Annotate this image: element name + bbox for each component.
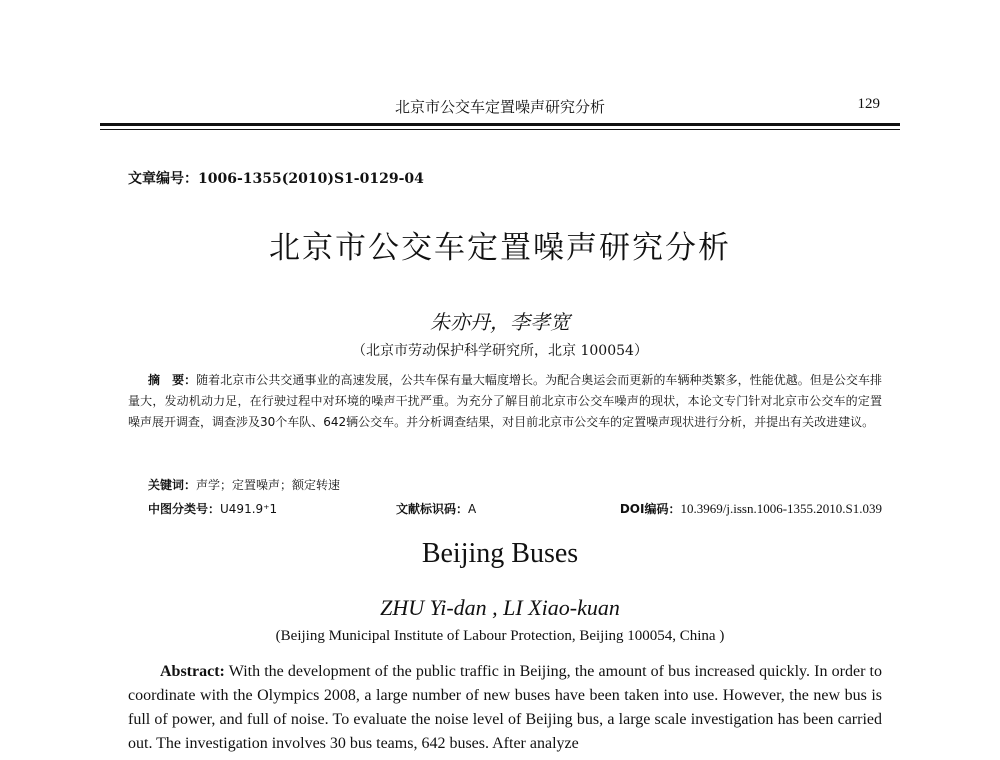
cn-authors: 朱亦丹，李孝宽 [430, 310, 570, 334]
en-title: Beijing Buses [421, 538, 579, 569]
en-authors: ZHU Yi-dan , LI Xiao-kuan [380, 595, 620, 620]
cn-keywords-label: 关键词： [148, 478, 197, 492]
cn-keywords [148, 476, 340, 493]
cn-title: 北京市公交车定置噪声研究分析 [269, 230, 731, 266]
page-number: 129 [857, 96, 880, 112]
meta-row [148, 500, 882, 520]
article-number: 文章编号：1006-1355(2010)S1-0129-04 [128, 171, 424, 187]
cn-abstract-label: 摘 要： [148, 373, 197, 387]
clc-label: 中图分类号： [148, 502, 221, 516]
doi-label: DOI编码： [619, 502, 681, 516]
running-title: 北京市公交车定置噪声研究分析 [394, 98, 605, 116]
clc-value: U491.9⁺1 [220, 502, 278, 516]
header-rule-thin [100, 129, 900, 130]
cn-affiliation: （北京市劳动保护科学研究所，北京 100054） [352, 343, 648, 359]
en-affiliation: (Beijing Municipal Institute of Labour Protection, Beijing 100054, China ) [275, 628, 725, 644]
doc-code-value: A [468, 502, 477, 516]
en-abstract-text: With the development of the public traffic in Beijing, the amount of bus increased quickly. In order to coordinate with the Olympics 2008, a large number of new buses have been taken into use. However, the new bus is full of power, and full of noise. To evaluate the noise level of Beijing bus, a large scale investigation has been carried out. The investigation involves 30 bus teams, 642 buses. After analyze [128, 663, 882, 752]
clc-number [148, 500, 277, 517]
en-abstract [128, 660, 882, 756]
document-code [396, 500, 476, 517]
cn-abstract-text: 随着北京市公共交通事业的高速发展，公共车保有量大幅度增长。为配合奥运会而更新的车辆种类繁多，性能优越。但是公交车排量大，发动机动力足，在行驶过程中对环境的噪声干扰严重。为充分了解目前北京市公交车噪声的现状，本论文专门针对北京市公交车的定置噪声展开调查，调查涉及30个车队、642辆公交车。并分析调查结果，对目前北京市公交车的定置噪声现状进行分析，并提出有关改进建议。 [128, 373, 882, 429]
cn-abstract [128, 370, 882, 433]
doi-value: 10.3969/j.issn.1006-1355.2010.S1.039 [680, 501, 882, 516]
running-header [100, 96, 900, 122]
header-rule-thick [100, 123, 900, 126]
doc-code-label: 文献标识码： [396, 502, 469, 516]
en-abstract-label: Abstract: [160, 663, 225, 680]
doi [620, 500, 882, 517]
cn-keywords-text: 声学；定置噪声；额定转速 [196, 478, 341, 492]
